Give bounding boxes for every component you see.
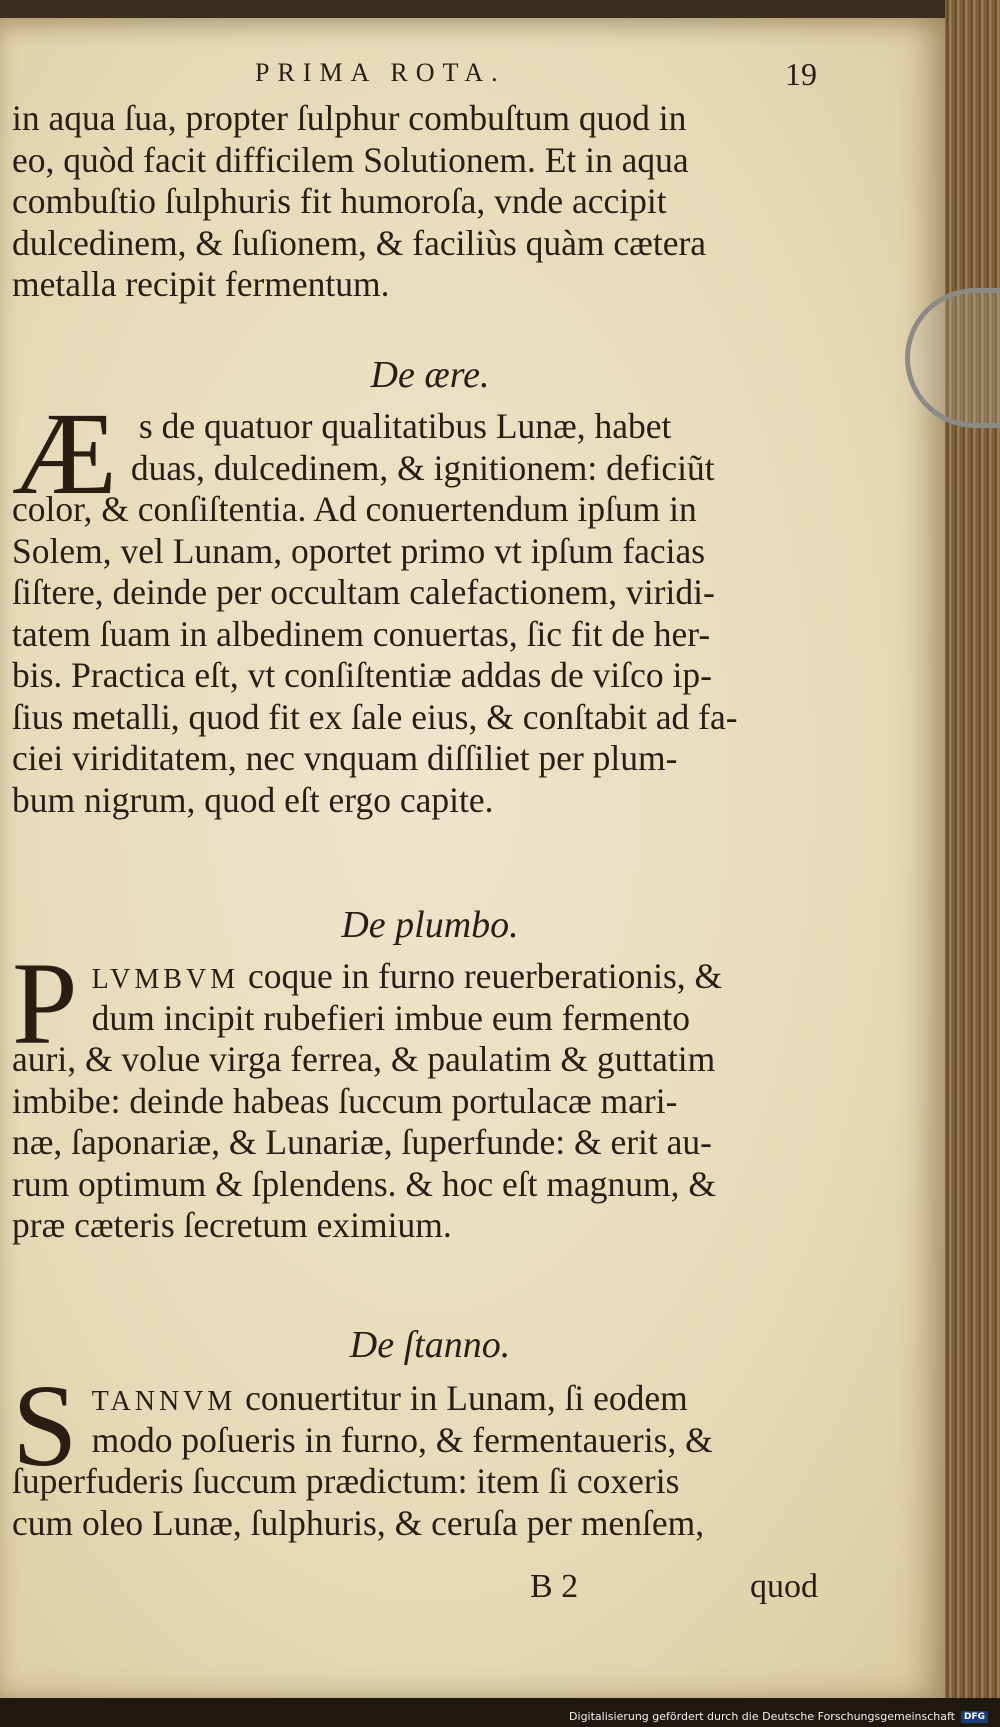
text-line: cum oleo Lunæ, ſulphuris, & ceruſa per menſem, xyxy=(12,1502,705,1543)
text-line: conuertitur in Lunam, ſi eodem xyxy=(245,1378,688,1418)
top-paragraph xyxy=(12,98,842,306)
page-header xyxy=(0,58,860,98)
text-line: ſuperfuderis ſuccum prædictum: item ſi coxeris xyxy=(12,1461,680,1501)
text-line: ciei viriditatem, nec vnquam diſſiliet per plum- xyxy=(12,738,678,778)
page-number: 19 xyxy=(785,56,817,92)
catchword: quod xyxy=(750,1568,818,1605)
text-line: duas, dulcedinem, & ignitionem: deficiũt xyxy=(130,447,715,488)
signature-mark: B 2 xyxy=(530,1568,579,1605)
text-line: modo poſueris in furno, & fermentaueris, & xyxy=(91,1419,713,1460)
drop-initial: P xyxy=(12,938,78,1069)
first-word: TANNVM xyxy=(91,1386,237,1417)
section-heading-aere: De ære. xyxy=(370,354,490,396)
section-plumbo xyxy=(12,938,842,1247)
first-word: s xyxy=(138,406,153,446)
text-line: Solem, vel Lunam, oportet primo vt ipſum facias xyxy=(12,530,706,571)
text-line: eo, quòd facit difficilem Solutionem. Et in aqua xyxy=(12,139,689,180)
book-page xyxy=(0,18,945,1698)
first-word: LVMBVM xyxy=(91,964,240,995)
text-line: ſiſtere, deinde per occultam calefactionem, viridi- xyxy=(12,572,715,612)
text-line: de quatuor qualitatibus Lunæ, habet xyxy=(161,406,672,446)
text-line: dulcedinem, & ſuſionem, & faciliùs quàm cætera xyxy=(12,222,707,263)
text-line: in aqua ſua, propter ſulphur combuſtum quod in xyxy=(12,98,687,138)
text-line: imbibe: deinde habeas ſuccum portulacæ mari- xyxy=(12,1080,678,1121)
section-aere xyxy=(12,388,842,821)
page-edges xyxy=(945,0,1000,1700)
text-line: combuſtio ſulphuris fit humoroſa, vnde accipit xyxy=(12,181,667,221)
section-heading-stanno: De ſtanno. xyxy=(349,1324,511,1366)
credit-bar xyxy=(0,1698,1000,1727)
running-title: PRIMA ROTA. xyxy=(255,58,506,87)
text-line: bis. Practica eſt, vt conſiſtentiæ addas de viſco ip- xyxy=(12,655,712,695)
text-line: bum nigrum, quod eſt ergo capite. xyxy=(12,779,494,820)
text-line: coque in furno reuerberationis, & xyxy=(247,956,723,996)
text-line: color, & conſiſtentia. Ad conuertendum ipſum in xyxy=(12,489,697,529)
text-line: auri, & volue virga ferrea, & paulatim & guttatim xyxy=(12,1039,716,1079)
section-heading-plumbo: De plumbo. xyxy=(341,904,519,946)
dfg-logo-icon: DFG xyxy=(961,1711,988,1723)
text-line: rum optimum & ſplendens. & hoc eſt magnum, & xyxy=(12,1163,717,1204)
text-line: næ, ſaponariæ, & Lunariæ, ſuperfunde: & erit au- xyxy=(12,1122,712,1162)
text-line: ſius metalli, quod fit ex ſale eius, & conſtabit ad fa- xyxy=(12,696,738,737)
section-stanno xyxy=(12,1360,842,1544)
text-line: præ cæteris ſecretum eximium. xyxy=(12,1205,452,1245)
text-line: tatem ſuam in albedinem conuertas, ſic fit de her- xyxy=(12,613,711,654)
text-line: metalla recipit fermentum. xyxy=(12,264,390,304)
drop-initial: S xyxy=(12,1360,78,1491)
credit-line xyxy=(569,1710,988,1723)
text-line: dum incipit rubefieri imbue eum fermento xyxy=(91,997,691,1038)
drop-initial: Æ xyxy=(12,388,117,519)
credit-text: Digitalisierung gefördert durch die Deutsche Forschungsgemeinschaft xyxy=(569,1710,955,1723)
